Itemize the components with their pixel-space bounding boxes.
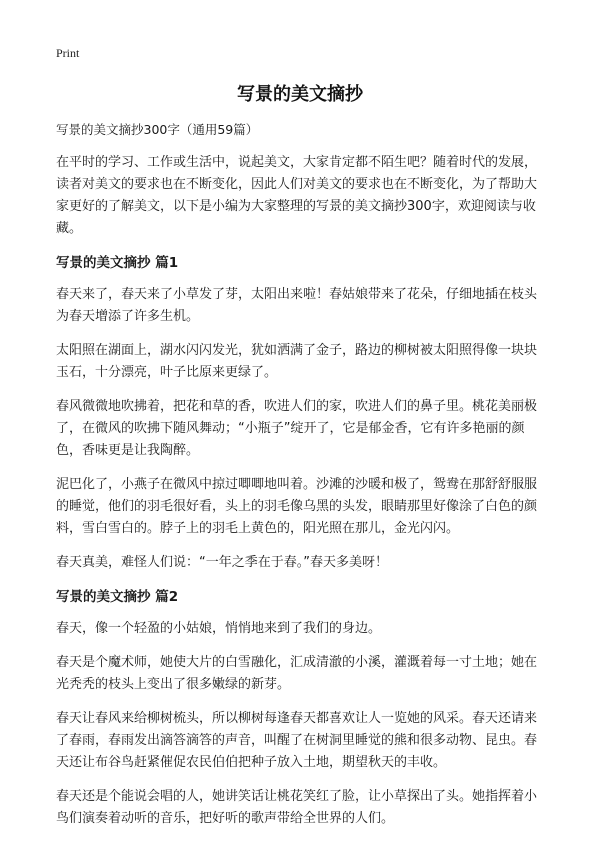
article-subtitle: 写景的美文摘抄300字（通用59篇） [56,122,259,137]
paragraph: 春天让春风来给柳树梳头，所以柳树每逢春天都喜欢让人一览她的风采。春天还请来了春雨，春雨发出滴答滴答的声音，叫醒了在树洞里睡觉的熊和很多动物、昆虫。春天还让布谷鸟赶紧催促农民伯伯把种子放入土地，期望秋天的丰收。 [56,711,538,770]
paragraph: 春天来了，春天来了小草发了芽，太阳出来啦！春姑娘带来了花朵，仔细地插在枝头为春天增添了许多生机。 [56,287,538,324]
page-title: 写景的美文摘抄 [237,84,363,105]
paragraph: 春天是个魔术师，她使大片的白雪融化，汇成清澈的小溪，灌溉着每一寸土地；她在光秃秃的枝头上变出了很多嫩绿的新芽。 [56,655,538,692]
paragraph: 春天，像一个轻盈的小姑娘，悄悄地来到了我们的身边。 [56,621,382,636]
print-link[interactable]: Print [56,46,80,60]
paragraph: 春风微微地吹拂着，把花和草的香，吹进人们的家，吹进人们的鼻子里。桃花美丽极了，在微风的吹拂下随风舞动；“小瓶子”绽开了，它是郁金香，它有许多艳丽的颜色，香味更是让我陶醉。 [56,399,538,458]
article-body [56,120,544,842]
paragraph: 太阳照在湖面上，湖水闪闪发光，犹如洒满了金子，路边的柳树被太阳照得像一块块玉石，十分漂亮，叶子比原来更绿了。 [56,343,538,380]
section-heading-1: 写景的美文摘抄 篇1 [56,255,179,271]
intro-paragraph: 在平时的学习、工作或生活中，说起美文，大家肯定都不陌生吧？随着时代的发展，读者对美文的要求也在不断变化，因此人们对美文的要求也在不断变化，为了帮助大家更好的了解美文，以下是小编为大家整理的写景的美文摘抄300字，欢迎阅读与收藏。 [56,155,538,236]
section-heading-2: 写景的美文摘抄 篇2 [56,589,179,605]
paragraph: 春天还是个能说会唱的人，她讲笑话让桃花笑红了脸，让小草探出了头。她指挥着小鸟们演奏着动听的音乐，把好听的歌声带给全世界的人们。 [56,789,538,826]
paragraph: 春天真美，难怪人们说：“一年之季在于春。”春天多美呀！ [56,555,388,570]
paragraph: 泥巴化了，小燕子在微风中掠过唧唧地叫着。沙滩的沙暖和极了，鸳鸯在那舒舒服服的睡觉，他们的羽毛很好看，头上的羽毛像乌黑的头发，眼睛那里好像涂了白色的颜料，雪白雪白的。脖子上的羽毛上黄色的，阳光照在那儿，金光闪闪。 [56,477,538,536]
